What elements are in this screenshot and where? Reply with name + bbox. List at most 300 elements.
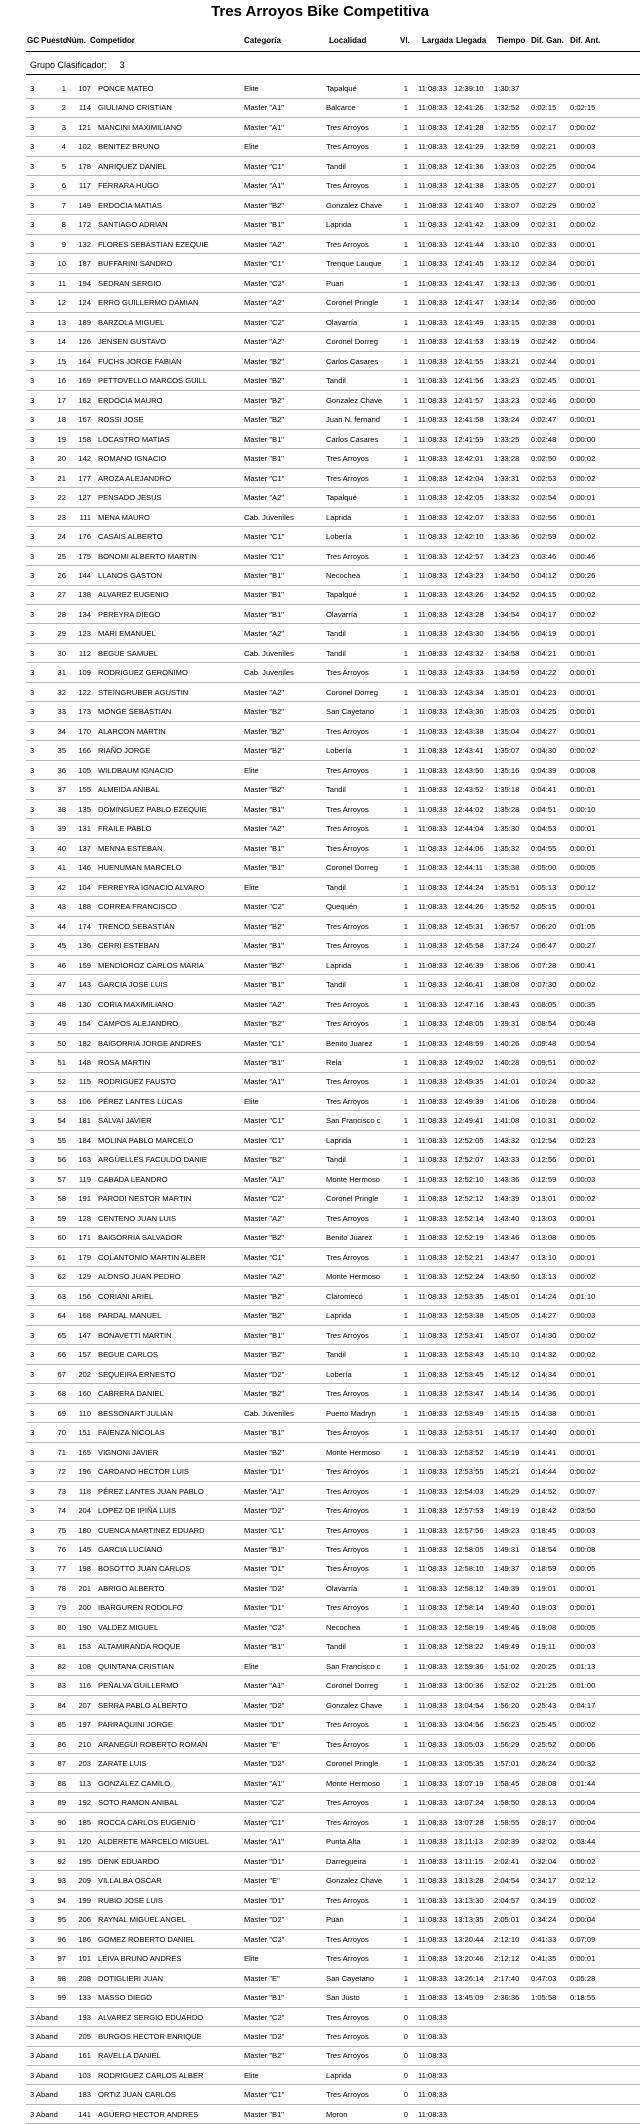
cell-gc: 3 [30, 1778, 35, 1788]
cell-categoria: Master "C1" [244, 1116, 285, 1126]
cell-dif-ant: 0:00:03 [570, 142, 596, 152]
cell-puesto: 90 [57, 1817, 66, 1827]
table-row [26, 292, 640, 313]
cell-dif-ant: 0:00:01 [570, 785, 596, 795]
cell-localidad: Carlos Casares [326, 356, 379, 366]
cell-vueltas: 1 [403, 1311, 408, 1321]
cell-localidad: Tandil [326, 648, 346, 658]
cell-llegada: 12:43:33 [454, 668, 484, 678]
cell-tiempo: 1:34:52 [494, 590, 520, 600]
cell-localidad: Coronel Dorreg [326, 337, 378, 347]
cell-puesto: 73 [57, 1486, 66, 1496]
cell-competidor: LOCASTRO MATIAS [98, 434, 170, 444]
cell-dif-ant: 0:00:46 [570, 551, 596, 561]
cell-tiempo: 1:33:05 [494, 181, 520, 191]
table-row [26, 487, 640, 508]
cell-numero: 107 [78, 84, 91, 93]
table-row [26, 955, 640, 976]
cell-numero: 168 [78, 1311, 91, 1321]
cell-vueltas: 1 [403, 1486, 408, 1496]
cell-gc: 3 [30, 1856, 35, 1866]
cell-gc: 3 [30, 1389, 35, 1399]
cell-competidor: FLORES SEBASTIAN EZEQUIE [98, 239, 209, 249]
cell-competidor: CENTENO JUAN LUIS [98, 1213, 177, 1223]
cell-gc: 3 [30, 473, 35, 483]
table-row [26, 1169, 640, 1190]
table-row [26, 565, 640, 586]
table-row [26, 195, 640, 216]
cell-categoria: Master "B2" [244, 921, 284, 931]
cell-puesto: 47 [57, 980, 66, 990]
cell-numero: 111 [79, 512, 91, 522]
cell-tiempo: 1:35:38 [494, 863, 520, 873]
cell-largada: 11:08:33 [418, 1213, 447, 1223]
cell-competidor: COLANTONIO MARTIN ALBER [98, 1252, 206, 1262]
cell-gc: 3 [30, 1330, 35, 1340]
cell-llegada: 12:59:36 [454, 1661, 484, 1671]
cell-numero: 129 [78, 1272, 91, 1282]
cell-puesto: 27 [57, 590, 66, 600]
cell-dif-ant: 0:00:02 [570, 454, 596, 464]
cell-categoria: Master "D1" [244, 1720, 285, 1730]
cell-llegada: 12:53:47 [454, 1389, 484, 1399]
cell-competidor: ROCCA CARLOS EUGENIO [98, 1817, 196, 1827]
cell-vueltas: 1 [403, 1642, 408, 1652]
cell-dif-ant: 0:00:01 [570, 687, 596, 697]
table-row [26, 662, 640, 683]
cell-competidor: CORIA MAXIMILIANO [98, 999, 174, 1009]
cell-largada: 11:08:33 [418, 824, 447, 834]
cell-largada: 11:08:33 [418, 2090, 447, 2100]
cell-largada: 11:08:33 [418, 804, 447, 814]
cell-largada: 11:08:33 [418, 1876, 447, 1886]
cell-llegada: 13:07:28 [454, 1817, 484, 1827]
cell-dif-ant: 0:00:01 [570, 1954, 596, 1964]
cell-dif-gan: 0:14:52 [531, 1486, 557, 1496]
cell-competidor: MONGE SEBASTIAN [98, 707, 172, 717]
cell-numero: 175 [78, 551, 91, 561]
cell-localidad: Tandil [326, 1642, 346, 1652]
cell-gc: 3 [30, 1837, 35, 1847]
cell-localidad: Puan [326, 278, 344, 288]
cell-largada: 11:08:33 [418, 960, 447, 970]
cell-numero: 102 [78, 142, 91, 152]
cell-categoria: Master "A2" [244, 629, 284, 639]
cell-dif-gan: 0:07:30 [531, 980, 557, 990]
cell-numero: 210 [78, 1739, 91, 1749]
table-row [26, 643, 640, 664]
table-row [26, 1442, 640, 1463]
table-row [26, 1870, 640, 1891]
cell-dif-gan: 0:14:27 [531, 1311, 557, 1321]
cell-dif-gan: 0:04:51 [531, 804, 557, 814]
cell-localidad: Trenque Lauque [326, 259, 382, 269]
cell-vueltas: 1 [403, 200, 408, 210]
cell-vueltas: 1 [403, 181, 408, 191]
cell-vueltas: 1 [403, 1817, 408, 1827]
cell-llegada: 12:42:01 [454, 454, 484, 464]
cell-llegada: 12:44:04 [454, 824, 484, 834]
table-row [26, 584, 640, 605]
cell-localidad: Tres Arroyos [326, 1077, 369, 1087]
cell-dif-ant: 0:00:03 [570, 1642, 596, 1652]
cell-puesto: 76 [57, 1545, 66, 1554]
cell-localidad: Tres Arroyos [326, 1934, 369, 1944]
cell-competidor: PÉREZ LANTES JUAN PABLO [98, 1486, 204, 1496]
cell-localidad: Tres Arroyos [326, 473, 369, 483]
cell-gc: 3 [30, 1467, 35, 1477]
cell-categoria: Elite [244, 1954, 259, 1964]
cell-vueltas: 0 [403, 2109, 408, 2119]
cell-dif-ant: 0:00:05 [570, 1564, 596, 1574]
cell-vueltas: 1 [403, 1583, 408, 1593]
cell-llegada: 13:20:46 [454, 1954, 484, 1964]
table-row [26, 1481, 640, 1502]
cell-llegada: 12:42:10 [454, 532, 484, 542]
cell-vueltas: 1 [403, 804, 408, 814]
cell-dif-ant: 0:00:04 [570, 1817, 596, 1827]
cell-competidor: JENSEN GUSTAVO [98, 337, 167, 347]
cell-vueltas: 1 [403, 1291, 408, 1301]
cell-gc: 3 [30, 1038, 35, 1048]
cell-dif-gan: 0:21:25 [531, 1681, 557, 1691]
cell-puesto: 80 [57, 1622, 66, 1632]
cell-dif-gan: 0:14:34 [531, 1369, 557, 1379]
cell-dif-ant: 0:00:02 [570, 1856, 596, 1866]
cell-largada: 11:08:33 [418, 1447, 447, 1457]
cell-localidad: Tres Arroyos [326, 1798, 369, 1808]
cell-dif-gan: 0:05:15 [531, 902, 557, 912]
cell-tiempo: 1:56:20 [494, 1700, 520, 1710]
cell-gc: 3 [30, 512, 35, 522]
cell-dif-gan: 0:02:48 [531, 434, 557, 444]
cell-localidad: Olavarría [326, 317, 358, 327]
cell-puesto: 14 [57, 337, 66, 347]
cell-dif-gan: 0:02:42 [531, 337, 557, 347]
cell-vueltas: 1 [403, 1837, 408, 1847]
cell-llegada: 12:44:24 [454, 882, 484, 892]
cell-puesto: 60 [57, 1233, 66, 1243]
cell-localidad: Tres Arroyos [326, 181, 369, 191]
cell-tiempo: 1:57:01 [494, 1759, 520, 1769]
cell-dif-gan: 0:02:59 [531, 532, 557, 542]
cell-largada: 11:08:33 [418, 337, 447, 347]
cell-competidor: VIGNONI JAVIER [98, 1447, 159, 1457]
cell-puesto: 49 [57, 1019, 66, 1029]
cell-numero: 159 [78, 960, 91, 970]
cell-tiempo: 1:33:19 [494, 337, 520, 347]
cell-localidad: Lobería [326, 532, 352, 542]
cell-localidad: Tres Arroyos [326, 239, 369, 249]
cell-dif-gan: 0:32:04 [531, 1856, 557, 1866]
cell-numero: 147 [78, 1330, 91, 1340]
cell-numero: 117 [78, 181, 91, 191]
cell-llegada: 12:43:32 [454, 648, 484, 658]
cell-largada: 11:08:33 [418, 1895, 447, 1905]
cell-dif-gan: 0:14:44 [531, 1467, 557, 1477]
cell-largada: 11:08:33 [418, 1135, 447, 1145]
cell-categoria: Master "B1" [244, 2109, 284, 2119]
cell-numero: 185 [78, 1817, 91, 1827]
cell-dif-ant: 0:00:01 [570, 648, 596, 658]
cell-dif-ant: 0:00:02 [570, 1272, 596, 1282]
cell-numero: 202 [78, 1369, 91, 1379]
cell-competidor: RAYNAL MIGUEL ANGEL [98, 1915, 186, 1925]
cell-categoria: Master "B1" [244, 571, 284, 580]
cell-dif-gan: 0:02:36 [531, 278, 557, 288]
cell-largada: 11:08:33 [418, 1564, 447, 1574]
cell-puesto: 6 [61, 181, 66, 191]
cell-tiempo: 1:34:59 [494, 668, 520, 678]
cell-largada: 11:08:33 [418, 571, 447, 580]
cell-puesto: 44 [57, 921, 66, 931]
header-llegada: Llegada [456, 36, 487, 45]
cell-categoria: Master "A1" [244, 1077, 284, 1087]
cell-vueltas: 0 [403, 2051, 408, 2061]
cell-puesto: 57 [57, 1174, 66, 1184]
cell-competidor: BARZOLA MIGUEL [98, 317, 165, 327]
cell-numero: 118 [78, 1486, 91, 1496]
cell-puesto: 88 [57, 1778, 66, 1788]
cell-competidor: FERREYRA IGNACIO ALVARO [98, 882, 205, 892]
cell-numero: 141 [78, 2109, 91, 2119]
cell-puesto: 79 [57, 1603, 66, 1613]
cell-dif-gan: 0:13:10 [531, 1252, 557, 1262]
header-gc: GC [27, 36, 39, 45]
cell-largada: 11:08:33 [418, 1077, 447, 1087]
cell-llegada: 12:43:38 [454, 726, 484, 736]
table-row [26, 1520, 640, 1541]
abandoned-row [26, 2007, 640, 2028]
cell-tiempo: 1:38:06 [494, 960, 520, 970]
table-row [26, 1325, 640, 1346]
cell-gc: 3 [30, 532, 35, 542]
cell-competidor: RODRIGUEZ GERONIMO [98, 668, 188, 678]
cell-numero: 135 [78, 804, 91, 814]
cell-status: 3 Aband [30, 2032, 58, 2041]
cell-numero: 105 [78, 765, 91, 775]
cell-localidad: Tapalqué [326, 590, 357, 600]
cell-localidad: Monte Hermoso [326, 1272, 381, 1282]
cell-largada: 11:08:33 [418, 532, 447, 542]
cell-dif-ant: 0:00:01 [570, 512, 596, 522]
cell-gc: 3 [30, 902, 35, 912]
cell-vueltas: 1 [403, 356, 408, 366]
cell-largada: 11:08:33 [418, 882, 447, 892]
cell-tiempo: 1:39:31 [494, 1019, 520, 1029]
cell-dif-gan: 0:02:31 [531, 220, 557, 230]
cell-dif-gan: 0:04:19 [531, 629, 557, 639]
cell-largada: 11:08:33 [418, 765, 447, 775]
cell-puesto: 96 [57, 1934, 66, 1944]
cell-largada: 11:08:33 [418, 1973, 447, 1983]
cell-llegada: 12:41:29 [454, 142, 484, 152]
cell-dif-gan: 0:09:48 [531, 1038, 557, 1048]
cell-llegada: 12:52:19 [454, 1233, 484, 1243]
cell-localidad: Monte Hermoso [326, 1174, 381, 1184]
cell-largada: 11:08:33 [418, 434, 447, 444]
cell-competidor: HUENUMAN MARCELO [98, 863, 182, 873]
cell-dif-gan: 0:41:33 [531, 1934, 557, 1944]
cell-tiempo: 1:35:16 [494, 765, 520, 775]
cell-llegada: 12:41:40 [454, 200, 484, 210]
cell-tiempo: 2:05:01 [494, 1915, 520, 1925]
cell-vueltas: 1 [403, 395, 408, 405]
cell-puesto: 82 [57, 1661, 66, 1671]
cell-gc: 3 [30, 668, 35, 678]
cell-gc: 3 [30, 648, 35, 658]
cell-categoria: Master "B1" [244, 454, 284, 464]
cell-dif-ant: 0:00:01 [570, 1428, 596, 1438]
cell-largada: 11:08:33 [418, 1058, 447, 1067]
cell-dif-ant: 0:00:02 [570, 220, 596, 230]
cell-llegada: 12:46:41 [454, 980, 484, 990]
cell-dif-ant: 0:03:50 [570, 1506, 596, 1516]
cell-gc: 3 [30, 921, 35, 931]
cell-largada: 11:08:33 [418, 2032, 447, 2041]
cell-numero: 161 [78, 2051, 91, 2061]
table-row [26, 1968, 640, 1989]
table-row [26, 273, 640, 294]
cell-numero: 187 [78, 259, 91, 269]
cell-llegada: 12:42:04 [454, 473, 484, 483]
cell-dif-gan: 0:26:24 [531, 1759, 557, 1769]
cell-dif-ant: 0:00:02 [570, 200, 596, 210]
cell-dif-gan: 0:34:19 [531, 1895, 557, 1905]
cell-tiempo: 1:34:54 [494, 609, 520, 619]
cell-numero: 103 [78, 2070, 91, 2080]
cell-dif-gan: 0:02:50 [531, 454, 557, 464]
cell-gc: 3 [30, 1739, 35, 1749]
cell-numero: 179 [78, 1252, 91, 1262]
cell-llegada: 12:43:41 [454, 746, 484, 756]
cell-largada: 11:08:33 [418, 1389, 447, 1399]
cell-dif-ant: 0:00:00 [570, 298, 596, 308]
cell-localidad: Darregueira [326, 1856, 367, 1866]
table-row [26, 1286, 640, 1307]
cell-dif-ant: 0:18:55 [570, 1993, 596, 2003]
cell-vueltas: 1 [403, 1233, 408, 1243]
cell-largada: 11:08:33 [418, 181, 447, 191]
table-row [26, 701, 640, 722]
cell-gc: 3 [30, 1583, 35, 1593]
cell-largada: 11:08:33 [418, 1252, 447, 1262]
cell-categoria: Master "B1" [244, 1545, 284, 1554]
cell-vueltas: 1 [403, 161, 408, 171]
cell-competidor: DENK EDUARDO [98, 1856, 160, 1866]
cell-dif-ant: 0:00:01 [570, 493, 596, 503]
cell-tiempo: 2:02:39 [494, 1837, 520, 1847]
table-row [26, 1266, 640, 1287]
cell-localidad: Coronel Dorreg [326, 687, 378, 697]
cell-numero: 177 [78, 473, 91, 483]
cell-dif-ant: 0:00:01 [570, 1583, 596, 1593]
cell-localidad: San Justo [326, 1993, 360, 2003]
cell-llegada: 13:26:14 [454, 1973, 484, 1983]
cell-gc: 3 [30, 1135, 35, 1145]
cell-vueltas: 0 [403, 2012, 408, 2022]
cell-dif-ant: 0:00:00 [570, 434, 596, 444]
cell-competidor: GARCIA LUCIANO [98, 1545, 163, 1554]
cell-gc: 3 [30, 1058, 35, 1067]
cell-dif-gan: 0:04:55 [531, 843, 557, 853]
table-row [26, 721, 640, 742]
cell-vueltas: 1 [403, 532, 408, 542]
cell-largada: 11:08:33 [418, 220, 447, 230]
cell-puesto: 8 [61, 220, 66, 230]
cell-competidor: BEGUE CARLOS [98, 1350, 158, 1360]
cell-tiempo: 2:02:41 [494, 1856, 520, 1866]
cell-dif-gan: 0:14:30 [531, 1330, 557, 1340]
cell-largada: 11:08:33 [418, 473, 447, 483]
cell-puesto: 61 [57, 1252, 66, 1262]
cell-gc: 3 [30, 1311, 35, 1321]
cell-categoria: Master "B2" [244, 1311, 284, 1321]
cell-dif-gan: 0:28:17 [531, 1817, 557, 1827]
table-row [26, 760, 640, 781]
cell-localidad: Claromecó [326, 1291, 363, 1301]
cell-puesto: 38 [57, 804, 66, 814]
cell-llegada: 12:58:14 [454, 1603, 484, 1613]
cell-dif-gan: 0:04:53 [531, 824, 557, 834]
cell-dif-gan: 0:02:47 [531, 415, 557, 425]
cell-competidor: ERDOCIA MAURO [98, 395, 163, 405]
cell-numero: 109 [78, 668, 91, 678]
cell-categoria: Master "B2" [244, 1155, 284, 1165]
cell-dif-ant: 0:00:08 [570, 1545, 596, 1554]
cell-largada: 11:08:33 [418, 1583, 447, 1593]
cell-categoria: Master "C2" [244, 902, 285, 912]
cell-dif-gan: 0:04:41 [531, 785, 557, 795]
cell-puesto: 64 [57, 1311, 66, 1321]
cell-gc: 3 [30, 356, 35, 366]
cell-categoria: Master "B2" [244, 1233, 284, 1243]
cell-vueltas: 1 [403, 629, 408, 639]
cell-dif-gan: 0:02:29 [531, 200, 557, 210]
table-row [26, 1656, 640, 1677]
cell-localidad: Laprida [326, 1311, 352, 1321]
table-row [26, 740, 640, 761]
table-row [26, 1851, 640, 1872]
cell-llegada: 12:53:43 [454, 1350, 484, 1360]
cell-categoria: Master "B2" [244, 356, 284, 366]
cell-vueltas: 1 [403, 1428, 408, 1438]
cell-largada: 11:08:33 [418, 1759, 447, 1769]
cell-gc: 3 [30, 1915, 35, 1925]
cell-tiempo: 1:33:21 [494, 356, 520, 366]
cell-categoria: Master "A2" [244, 1213, 284, 1223]
cell-puesto: 97 [57, 1954, 66, 1964]
cell-dif-gan: 1:05:58 [531, 1993, 557, 2003]
cell-gc: 3 [30, 181, 35, 191]
cell-puesto: 15 [57, 356, 66, 366]
cell-dif-gan: 0:02:17 [531, 122, 557, 132]
cell-gc: 3 [30, 103, 35, 113]
cell-tiempo: 1:43:33 [494, 1155, 520, 1165]
cell-tiempo: 1:45:14 [494, 1389, 520, 1399]
cell-competidor: FUCHS JORGE FABIAN [98, 356, 182, 366]
cell-gc: 3 [30, 590, 35, 600]
cell-numero: 154 [78, 1019, 91, 1029]
cell-dif-ant: 0:00:02 [570, 1116, 596, 1126]
cell-localidad: Laprida [326, 1135, 352, 1145]
cell-categoria: Master "B2" [244, 785, 284, 795]
cell-llegada: 13:13:35 [454, 1915, 484, 1925]
cell-llegada: 12:41:36 [454, 161, 484, 171]
cell-puesto: 18 [57, 415, 66, 425]
cell-llegada: 13:05:35 [454, 1759, 484, 1769]
cell-puesto: 17 [57, 395, 66, 405]
